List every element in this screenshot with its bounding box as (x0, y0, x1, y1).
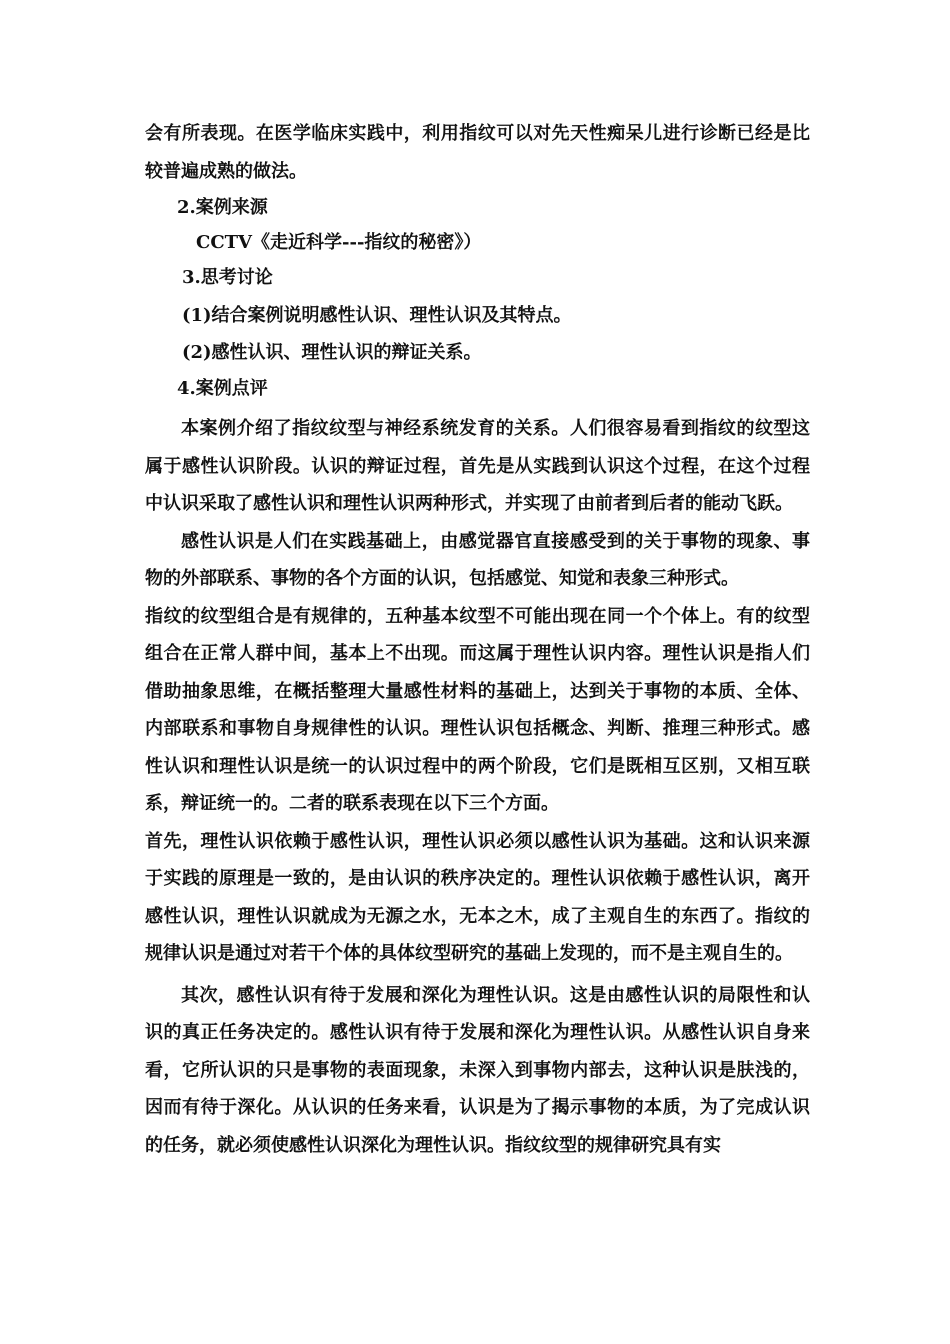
paragraph-4: 首先，理性认识依赖于感性认识，理性认识必须以感性认识为基础。这和认识来源于实践的原理是一致的，是由认识的秩序决定的。理性认识依赖于感性认识，离开感性认识，理性认识就成为无源之水，无本之木，成了主观自生的东西了。指纹的规律认识是通过对若干个体的具体纹型研究的基础上发现的，而不是主观自生的。 (145, 830, 810, 964)
question-2: (2)感性认识、理性认识的辩证关系。 (182, 342, 482, 363)
paragraph-3: 指纹的纹型组合是有规律的，五种基本纹型不可能出现在同一个个体上。有的纹型组合在正常人群中间，基本上不出现。而这属于理性认识内容。理性认识是指人们借助抽象思维，在概括整理大量感性材料的基础上，达到关于事物的本质、全体、内部联系和事物自身规律性的认识。理性认识包括概念、判断、推理三种形式。感性认识和理性认识是统一的认识过程中的两个阶段，它们是既相互区别，又相互联系，辩证统一的。二者的联系表现在以下三个方面。 (145, 605, 810, 814)
section-3-heading: 3.思考讨论 (182, 267, 273, 288)
question-1: (1)结合案例说明感性认识、理性认识及其特点。 (182, 305, 572, 326)
paragraph-5: 其次，感性认识有待于发展和深化为理性认识。这是由感性认识的局限性和认识的真正任务决定的。感性认识有待于发展和深化为理性认识。从感性认识自身来看，它所认识的只是事物的表面现象，未深入到事物内部去，这种认识是肤浅的，因而有待于深化。从认识的任务来看，认识是为了揭示事物的本质，为了完成认识的任务，就必须使感性认识深化为理性认识。指纹纹型的规律研究具有实 (145, 984, 810, 1156)
section-4-heading: 4.案例点评 (177, 378, 268, 399)
intro-paragraph: 会有所表现。在医学临床实践中，利用指纹可以对先天性痴呆儿进行诊断已经是比较普遍成熟的做法。 (145, 123, 810, 182)
paragraph-1: 本案例介绍了指纹纹型与神经系统发育的关系。人们很容易看到指纹的纹型这属于感性认识阶段。认识的辩证过程，首先是从实践到认识这个过程，在这个过程中认识采取了感性认识和理性认识两种形式，并实现了由前者到后者的能动飞跃。 (145, 418, 810, 514)
document-body (145, 115, 810, 1164)
section-2-heading: 2.案例来源 (177, 197, 268, 218)
paragraph-2: 感性认识是人们在实践基础上，由感觉器官直接感受到的关于事物的现象、事物的外部联系、事物的各个方面的认识，包括感觉、知觉和表象三种形式。 (145, 530, 810, 589)
section-2-source: CCTV《走近科学---指纹的秘密》） (196, 232, 482, 253)
